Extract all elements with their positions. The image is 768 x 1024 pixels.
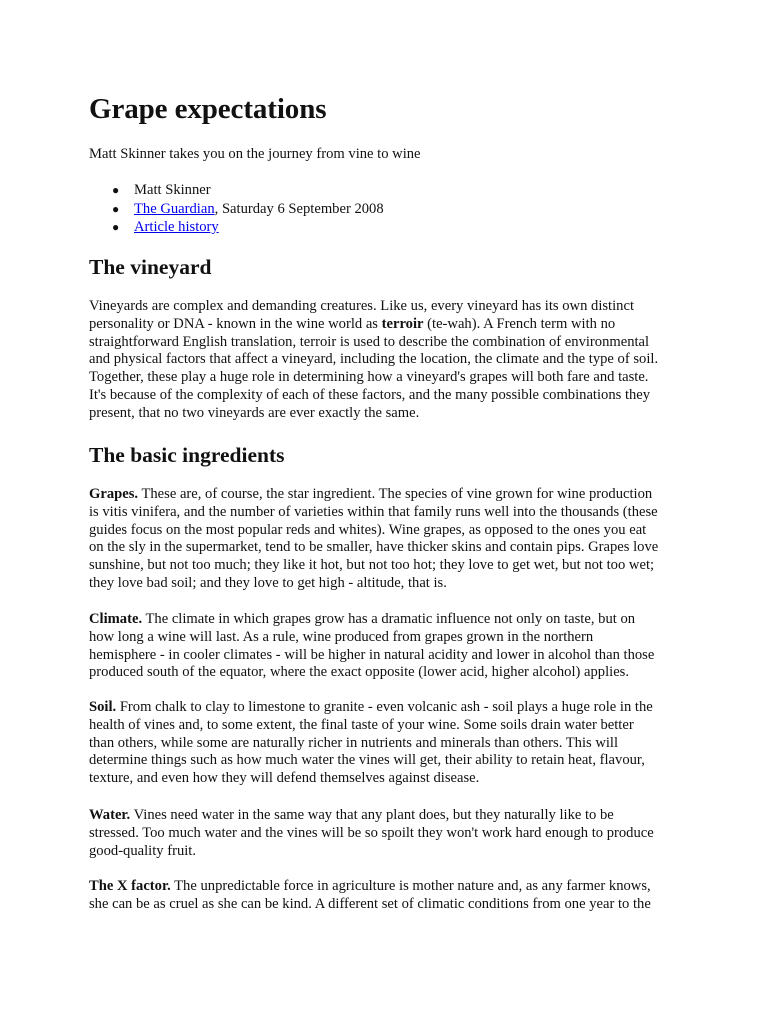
byline-author-item [89, 181, 384, 200]
paragraph-text: The climate in which grapes grow has a dramatic influence not only on taste, but on [142, 611, 636, 627]
paragraph-line: and physical factors that affect a vineyard, including the location, the climate and the type of soil. [89, 351, 659, 368]
paragraph-line [89, 807, 679, 825]
paragraph-line: stressed. Too much water and the vines will be so spoilt they won't work hard enough to produce [89, 824, 654, 841]
paragraph-water [89, 807, 679, 860]
paragraph-line [89, 611, 679, 629]
paragraph-line: present, that no two vineyards are ever exactly the same. [89, 404, 420, 421]
paragraph-grapes [89, 486, 679, 593]
paragraph-line [89, 699, 679, 717]
paragraph-line: It's because of the complexity of each of these factors, and the many possible combinations they [89, 386, 651, 403]
climate-label: Climate. [89, 611, 143, 627]
section-heading-vineyard: The vineyard [89, 255, 212, 279]
article-title: Grape expectations [89, 93, 327, 125]
bullet-icon: ● [112, 201, 120, 216]
paragraph-line: hemisphere - in cooler climates - will be higher in natural acidity and lower in alcohol than those [89, 646, 655, 663]
paragraph-soil [89, 699, 679, 788]
byline-publication-item [89, 200, 384, 219]
grapes-label: Grapes. [89, 486, 139, 502]
paragraph-text: From chalk to clay to limestone to granite - even volcanic ash - soil plays a huge role in the [116, 699, 653, 715]
byline-author: Matt Skinner [134, 182, 211, 198]
paragraph-text: (te-wah). A French term with no [423, 315, 616, 332]
paragraph-line: they love bad soil; and they love to get high - altitude, that is. [89, 574, 447, 591]
section-heading-ingredients: The basic ingredients [89, 443, 285, 467]
terroir-term: terroir [381, 315, 424, 332]
article-standfirst: Matt Skinner takes you on the journey from vine to wine [89, 146, 421, 162]
paragraph-line: on the sly in the supermarket, tend to be smaller, have thicker skins and contain pips. Grapes love [89, 539, 659, 556]
paragraph-line: she can be as cruel as she can be kind. A different set of climatic conditions from one year to the [89, 895, 651, 912]
publication-link[interactable]: The Guardian [134, 200, 215, 217]
paragraph-line: health of vines and, to some extent, the final taste of your wine. Some soils drain water better [89, 716, 634, 733]
byline-history-item [89, 218, 384, 237]
paragraph-climate [89, 611, 679, 682]
paragraph-text: The unpredictable force in agriculture is mother nature and, as any farmer knows, [170, 878, 651, 894]
paragraph-line: is vitis vinifera, and the number of varieties within that family runs well into the thousands (these [89, 503, 658, 520]
water-label: Water. [89, 807, 131, 823]
paragraph-xfactor [89, 878, 679, 914]
paragraph-line: texture, and even how they will defend themselves against disease. [89, 770, 480, 787]
paragraph-text: These are, of course, the star ingredient. The species of vine grown for wine production [138, 486, 653, 502]
paragraph-line: guides focus on the most popular reds and whites). Wine grapes, as opposed to the ones you eat [89, 521, 647, 538]
paragraph-text: personality or DNA - known in the wine world as [89, 315, 382, 332]
bullet-icon: ● [112, 183, 120, 197]
xfactor-label: The X factor. [89, 878, 171, 894]
paragraph-line: Together, these play a huge role in determining how a vineyard's grapes will both fare and taste. [89, 369, 649, 386]
paragraph-line: good-quality fruit. [89, 842, 197, 859]
paragraph-text: Vines need water in the same way that any plant does, but they naturally like to be [130, 807, 614, 823]
soil-label: Soil. [89, 699, 117, 715]
publication-date: , Saturday 6 September 2008 [214, 200, 384, 217]
paragraph-line: than others, while some are naturally richer in nutrients and minerals than others. This will [89, 734, 619, 751]
paragraph-line: sunshine, but not too much; they like it hot, but not too hot; they love to get wet, but not too wet; [89, 557, 655, 574]
paragraph-vineyard [89, 298, 679, 423]
paragraph-line [89, 486, 679, 504]
paragraph-line: Vineyards are complex and demanding creatures. Like us, every vineyard has its own distinct [89, 298, 634, 314]
article-history-link[interactable]: Article history [134, 219, 219, 235]
byline-list [89, 181, 384, 237]
paragraph-line: determine things such as how much water the vines will get, their ability to retain heat, flavour, [89, 752, 645, 769]
bullet-icon: ● [112, 220, 120, 234]
paragraph-line: how long a wine will last. As a rule, wine produced from grapes grown in the northern [89, 628, 594, 645]
paragraph-line [89, 316, 679, 334]
paragraph-line: produced south of the equator, where the exact opposite (lower acid, higher alcohol) applies. [89, 664, 630, 681]
paragraph-line [89, 878, 679, 896]
paragraph-line: straightforward English translation, terroir is used to describe the combination of environmental [89, 333, 650, 350]
